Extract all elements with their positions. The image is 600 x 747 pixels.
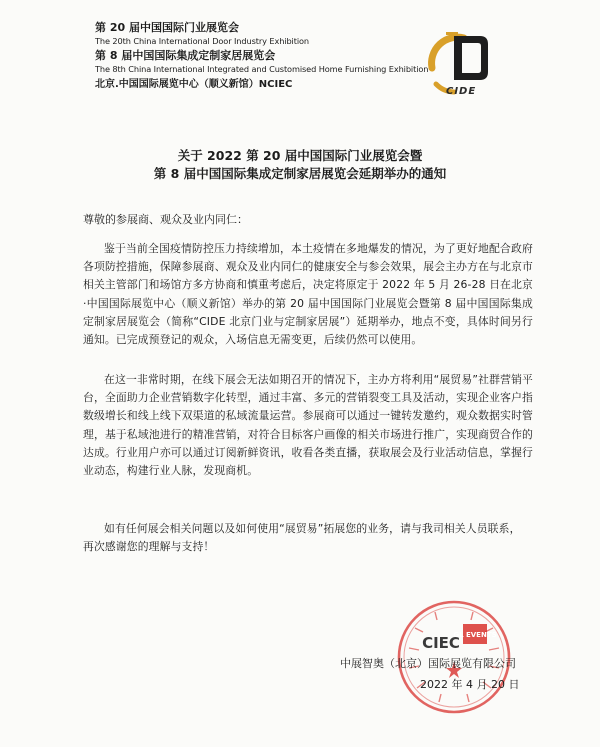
paragraph-contact	[83, 520, 533, 556]
notice-title-line1: 关于 2022 第 20 届中国国际门业展览会暨	[177, 148, 423, 163]
header-title-door: 第 20 届中国国际门业展览会	[95, 21, 239, 34]
signature-date: 2022 年 4 月 20 日	[420, 678, 520, 691]
paragraph-contact-text: 如有任何展会相关问题以及如何使用“展贸易”拓展您的业务，请与我司相关人员联系，	[104, 522, 521, 535]
paragraph-online-platform	[83, 371, 533, 480]
header-subtitle-home: The 8th China International Integrated and Customised Home Furnishing Exhibition	[95, 64, 429, 74]
stamp-logo-text: CIEC	[422, 634, 460, 652]
salutation: 尊敬的参展商、观众及业内同仁：	[83, 213, 248, 226]
signature-company: 中展智奥（北京）国际展览有限公司	[340, 657, 516, 670]
header-venue: 北京.中国国际展览中心（顺义新馆）NCIEC	[95, 79, 293, 90]
notice-title-line2: 第 8 届中国国际集成定制家居展览会延期举办的通知	[153, 166, 447, 181]
stamp-badge-text: GL EVENTS	[453, 631, 497, 639]
header-subtitle-door: The 20th China International Door Industry Exhibition	[95, 36, 310, 46]
paragraph-thanks-text: 再次感谢您的理解与支持！	[83, 540, 215, 554]
paragraph-postponement-text: 鉴于当前全国疫情防控压力持续增加，本土疫情在多地爆发的情况，为了更好地配合政府各项防控措施，保障参展商、观众及业内同仁的健康安全与参会效果，展会主办方在与北京市相关主管部门和场馆方多方协商和慎重考虑后，决定将原定于 2022 年 5 月 26-28 日在北京·中国国际展览中心（顺义新馆）举办的第 20 届中国国际门业展览会暨第 8 届中国国际集成定制家居展览会（简称“CIDE 北京门业与定制家居展”）延期举办，地点不变，具体时间另行通知。已完成预登记的观众，入场信息无需变更，后续仍然可以使用。	[83, 242, 533, 347]
paragraph-online-platform-text: 在这一非常时期，在线下展会无法如期召开的情况下，主办方将利用“展贸易”社群营销平台，全面助力企业营销数字化转型，通过丰富、多元的营销裂变工具及活动，实现企业客户指数级增长和线上线下双渠道的私域流量运营。参展商可以通过一键转发邀约，观众数据实时管理，基于私域池进行的精准营销，对符合目标客户画像的相关市场进行推广，实现商贸合作的达成。行业用户亦可以通过订阅新鲜资讯，收看各类直播，获取展会及行业活动信息，掌握行业动态，构建行业人脉，发现商机。	[83, 373, 533, 478]
notice-title	[0, 147, 600, 183]
header-title-home: 第 8 届中国国际集成定制家居展览会	[95, 49, 276, 62]
logo-wordmark: CIDE	[446, 86, 477, 97]
exhibition-header	[95, 20, 435, 92]
paragraph-postponement	[83, 240, 533, 349]
